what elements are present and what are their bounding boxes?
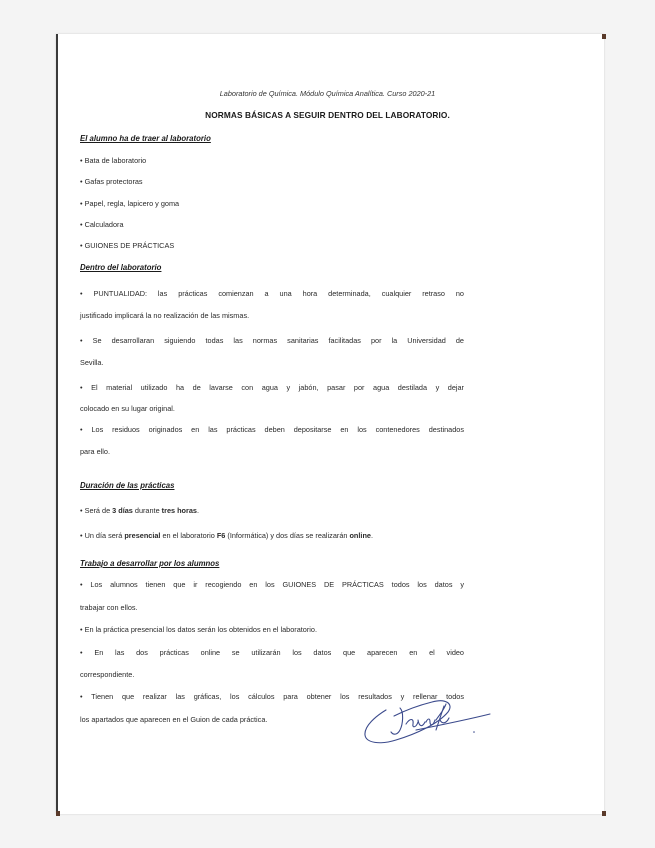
paragraph-line: • En la práctica presencial los datos serán los obtenidos en el laboratorio.	[80, 625, 318, 634]
paragraph-line: • Se desarrollaran siguiendo todas las normas sanitarias facilitadas por la Universidad de	[80, 336, 464, 345]
list-item: • Calculadora	[80, 220, 124, 229]
text-run-bold: online	[349, 531, 371, 540]
text-run: durante	[132, 506, 162, 515]
corner-mark-bottom-right	[602, 811, 606, 816]
text-run: .	[196, 506, 199, 515]
text-run-bold: 3 días	[112, 506, 133, 515]
text-run: (Informática) y dos días se realizarán	[225, 531, 350, 540]
section-heading-bring: El alumno ha de traer al laboratorio	[80, 134, 211, 143]
text-run-bold: presencial	[124, 531, 161, 540]
list-item: • Papel, regla, lapicero y goma	[80, 199, 180, 208]
paragraph-line: justificado implicará la no realización de las mismas.	[80, 311, 250, 320]
paragraph-line: los apartados que aparecen en el Guion de cada práctica.	[80, 715, 268, 724]
duration-line	[80, 531, 464, 540]
duration-line	[80, 506, 464, 515]
document-subtitle: Laboratorio de Química. Módulo Química Analítica. Curso 2020-21	[219, 89, 436, 98]
paragraph-line: colocado en su lugar original.	[80, 404, 175, 413]
paragraph-line: • En las dos prácticas online se utilizarán los datos que aparecen en el video	[80, 648, 464, 657]
list-item: • GUIONES DE PRÁCTICAS	[80, 241, 175, 250]
text-run: • Será de	[80, 506, 113, 515]
paragraph-line: para ello.	[80, 447, 111, 456]
text-run-bold: tres horas	[161, 506, 197, 515]
corner-mark-top-right	[602, 34, 606, 39]
handwritten-signature	[356, 690, 496, 748]
paragraph-line: • Los alumnos tienen que ir recogiendo en los GUIONES DE PRÁCTICAS todos los datos y	[80, 580, 464, 589]
text-run-bold: F6	[216, 531, 226, 540]
paragraph-line: correspondiente.	[80, 670, 135, 679]
text-run: • Un día será	[80, 531, 125, 540]
paragraph-line: • Tienen que realizar las gráficas, los cálculos para obtener los resultados y rellenar todos	[80, 692, 464, 701]
text-run: .	[370, 531, 373, 540]
paragraph-line: Sevilla.	[80, 358, 104, 367]
text-run: en el laboratorio	[160, 531, 217, 540]
corner-mark-bottom-left	[56, 811, 60, 816]
paragraph-line: • El material utilizado ha de lavarse con agua y jabón, pasar por agua destilada y dejar	[80, 383, 464, 392]
paragraph-line: • PUNTUALIDAD: las prácticas comienzan a una hora determinada, cualquier retraso no	[80, 289, 464, 298]
section-heading-duration: Duración de las prácticas	[80, 481, 175, 490]
section-heading-inside: Dentro del laboratorio	[80, 263, 162, 272]
list-item: • Bata de laboratorio	[80, 156, 147, 165]
section-heading-work: Trabajo a desarrollar por los alumnos	[80, 559, 220, 568]
paragraph-line: trabajar con ellos.	[80, 603, 138, 612]
document-title: NORMAS BÁSICAS A SEGUIR DENTRO DEL LABORATORIO.	[205, 110, 450, 120]
paragraph-line: • Los residuos originados en las prácticas deben depositarse en los contenedores destinados	[80, 425, 464, 434]
list-item: • Gafas protectoras	[80, 177, 143, 186]
